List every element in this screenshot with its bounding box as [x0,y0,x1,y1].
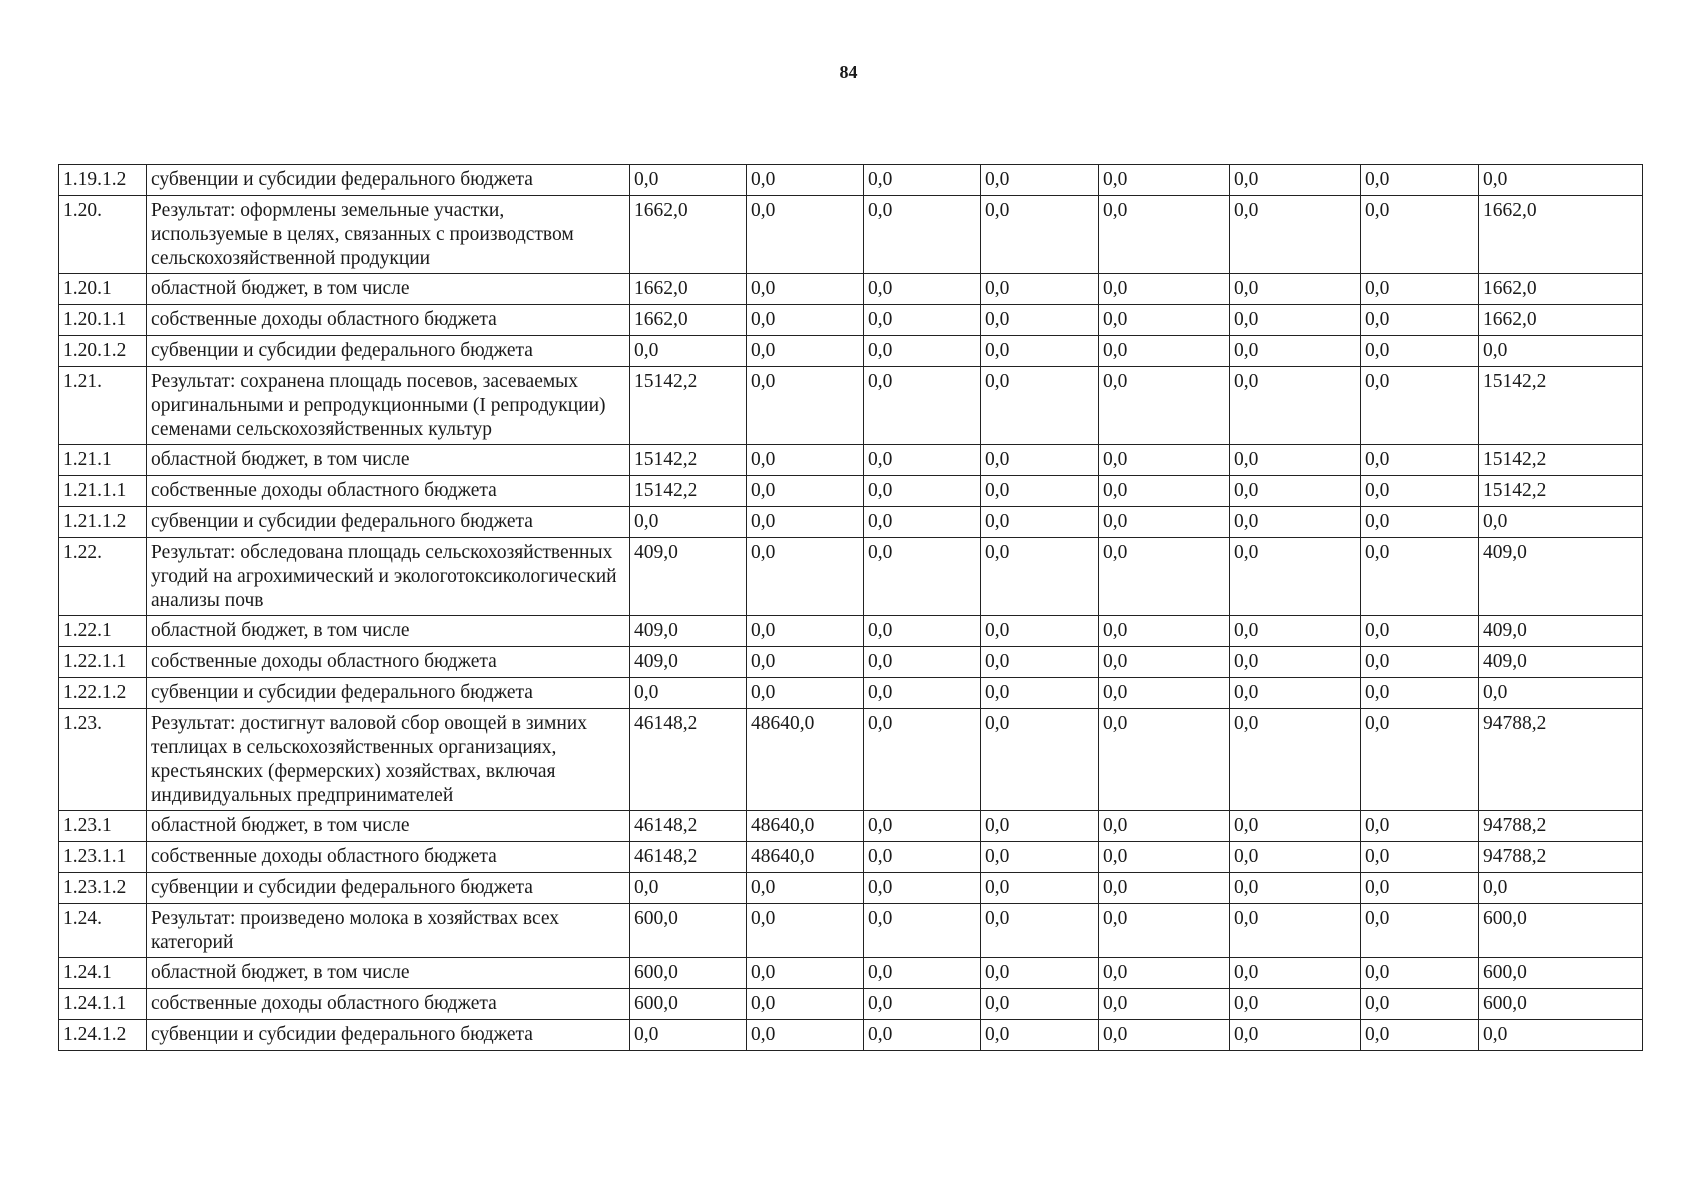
row-description-cell: собственные доходы областного бюджета [147,305,630,336]
value-cell-col-2: 0,0 [747,1020,864,1051]
value-cell-col-3: 0,0 [864,1020,981,1051]
table-row [59,305,1643,336]
value-cell-col-8: 15142,2 [1479,476,1643,507]
value-cell-col-3: 0,0 [864,538,981,616]
value-cell-col-5: 0,0 [1099,989,1230,1020]
row-description-cell: областной бюджет, в том числе [147,445,630,476]
value-cell-col-1: 0,0 [630,873,747,904]
table-row [59,367,1643,445]
row-code-cell: 1.22.1 [59,616,147,647]
value-cell-col-5: 0,0 [1099,367,1230,445]
value-cell-col-4: 0,0 [981,647,1099,678]
table-row [59,476,1643,507]
value-cell-col-1: 600,0 [630,989,747,1020]
table-row [59,842,1643,873]
value-cell-col-8: 600,0 [1479,989,1643,1020]
value-cell-col-8: 0,0 [1479,873,1643,904]
row-description-cell: субвенции и субсидии федерального бюджета [147,873,630,904]
value-cell-col-3: 0,0 [864,647,981,678]
table-row [59,507,1643,538]
value-cell-col-6: 0,0 [1230,1020,1361,1051]
value-cell-col-7: 0,0 [1361,842,1479,873]
row-code-cell: 1.21.1.1 [59,476,147,507]
value-cell-col-8: 1662,0 [1479,305,1643,336]
value-cell-col-2: 48640,0 [747,842,864,873]
value-cell-col-1: 46148,2 [630,811,747,842]
value-cell-col-3: 0,0 [864,507,981,538]
value-cell-col-7: 0,0 [1361,904,1479,958]
row-code-cell: 1.20. [59,196,147,274]
value-cell-col-8: 0,0 [1479,336,1643,367]
row-description-cell: областной бюджет, в том числе [147,958,630,989]
value-cell-col-6: 0,0 [1230,842,1361,873]
value-cell-col-8: 1662,0 [1479,274,1643,305]
value-cell-col-2: 0,0 [747,196,864,274]
value-cell-col-8: 600,0 [1479,904,1643,958]
value-cell-col-7: 0,0 [1361,336,1479,367]
value-cell-col-3: 0,0 [864,678,981,709]
value-cell-col-6: 0,0 [1230,873,1361,904]
value-cell-col-6: 0,0 [1230,647,1361,678]
value-cell-col-5: 0,0 [1099,1020,1230,1051]
page-number: 84 [839,62,858,82]
table-row [59,989,1643,1020]
value-cell-col-2: 0,0 [747,476,864,507]
value-cell-col-6: 0,0 [1230,811,1361,842]
value-cell-col-5: 0,0 [1099,904,1230,958]
value-cell-col-3: 0,0 [864,445,981,476]
row-code-cell: 1.22. [59,538,147,616]
value-cell-col-1: 409,0 [630,616,747,647]
value-cell-col-1: 1662,0 [630,196,747,274]
value-cell-col-5: 0,0 [1099,507,1230,538]
value-cell-col-6: 0,0 [1230,538,1361,616]
value-cell-col-2: 0,0 [747,873,864,904]
value-cell-col-2: 48640,0 [747,709,864,811]
table-row [59,196,1643,274]
row-description-cell: собственные доходы областного бюджета [147,989,630,1020]
row-code-cell: 1.23.1 [59,811,147,842]
row-code-cell: 1.22.1.2 [59,678,147,709]
value-cell-col-4: 0,0 [981,196,1099,274]
table-row [59,538,1643,616]
value-cell-col-7: 0,0 [1361,196,1479,274]
row-description-cell: областной бюджет, в том числе [147,616,630,647]
value-cell-col-2: 0,0 [747,367,864,445]
row-code-cell: 1.23.1.2 [59,873,147,904]
value-cell-col-7: 0,0 [1361,367,1479,445]
value-cell-col-3: 0,0 [864,842,981,873]
row-code-cell: 1.20.1.2 [59,336,147,367]
value-cell-col-5: 0,0 [1099,476,1230,507]
value-cell-col-2: 0,0 [747,616,864,647]
value-cell-col-7: 0,0 [1361,1020,1479,1051]
row-description-cell: собственные доходы областного бюджета [147,647,630,678]
value-cell-col-4: 0,0 [981,165,1099,196]
value-cell-col-2: 0,0 [747,336,864,367]
value-cell-col-8: 15142,2 [1479,367,1643,445]
value-cell-col-2: 0,0 [747,678,864,709]
row-code-cell: 1.21.1.2 [59,507,147,538]
value-cell-col-4: 0,0 [981,476,1099,507]
value-cell-col-6: 0,0 [1230,958,1361,989]
value-cell-col-7: 0,0 [1361,274,1479,305]
row-description-cell: субвенции и субсидии федерального бюджета [147,1020,630,1051]
value-cell-col-6: 0,0 [1230,445,1361,476]
table-row [59,958,1643,989]
value-cell-col-2: 0,0 [747,958,864,989]
row-description-cell: субвенции и субсидии федерального бюджета [147,507,630,538]
value-cell-col-7: 0,0 [1361,305,1479,336]
table-row [59,647,1643,678]
value-cell-col-7: 0,0 [1361,445,1479,476]
value-cell-col-7: 0,0 [1361,873,1479,904]
value-cell-col-3: 0,0 [864,616,981,647]
value-cell-col-4: 0,0 [981,274,1099,305]
value-cell-col-4: 0,0 [981,1020,1099,1051]
row-description-cell: Результат: оформлены земельные участки, используемые в целях, связанных с производством сельскохозяйственной продукции [147,196,630,274]
value-cell-col-8: 94788,2 [1479,842,1643,873]
value-cell-col-7: 0,0 [1361,507,1479,538]
value-cell-col-3: 0,0 [864,989,981,1020]
value-cell-col-4: 0,0 [981,616,1099,647]
value-cell-col-1: 46148,2 [630,709,747,811]
value-cell-col-1: 0,0 [630,678,747,709]
value-cell-col-5: 0,0 [1099,709,1230,811]
table-row [59,336,1643,367]
value-cell-col-5: 0,0 [1099,336,1230,367]
value-cell-col-4: 0,0 [981,507,1099,538]
value-cell-col-5: 0,0 [1099,538,1230,616]
value-cell-col-8: 600,0 [1479,958,1643,989]
row-code-cell: 1.20.1 [59,274,147,305]
value-cell-col-1: 15142,2 [630,367,747,445]
value-cell-col-3: 0,0 [864,476,981,507]
value-cell-col-5: 0,0 [1099,647,1230,678]
value-cell-col-5: 0,0 [1099,873,1230,904]
row-description-cell: Результат: сохранена площадь посевов, засеваемых оригинальными и репродукционными (I репродукции) семенами сельскохозяйственных культур [147,367,630,445]
value-cell-col-7: 0,0 [1361,476,1479,507]
value-cell-col-6: 0,0 [1230,678,1361,709]
value-cell-col-1: 600,0 [630,904,747,958]
value-cell-col-4: 0,0 [981,678,1099,709]
value-cell-col-5: 0,0 [1099,616,1230,647]
row-description-cell: областной бюджет, в том числе [147,274,630,305]
value-cell-col-7: 0,0 [1361,165,1479,196]
value-cell-col-4: 0,0 [981,842,1099,873]
table-row [59,274,1643,305]
value-cell-col-7: 0,0 [1361,616,1479,647]
value-cell-col-4: 0,0 [981,873,1099,904]
value-cell-col-1: 0,0 [630,1020,747,1051]
value-cell-col-6: 0,0 [1230,196,1361,274]
value-cell-col-4: 0,0 [981,538,1099,616]
table-row [59,165,1643,196]
row-code-cell: 1.20.1.1 [59,305,147,336]
value-cell-col-6: 0,0 [1230,336,1361,367]
value-cell-col-8: 94788,2 [1479,709,1643,811]
row-code-cell: 1.22.1.1 [59,647,147,678]
table-row [59,811,1643,842]
value-cell-col-6: 0,0 [1230,616,1361,647]
table-row [59,445,1643,476]
value-cell-col-8: 409,0 [1479,616,1643,647]
row-description-cell: областной бюджет, в том числе [147,811,630,842]
value-cell-col-7: 0,0 [1361,678,1479,709]
row-description-cell: Результат: обследована площадь сельскохозяйственных угодий на агрохимический и экологотоксикологический анализы почв [147,538,630,616]
value-cell-col-8: 1662,0 [1479,196,1643,274]
value-cell-col-4: 0,0 [981,709,1099,811]
value-cell-col-4: 0,0 [981,305,1099,336]
row-code-cell: 1.24.1 [59,958,147,989]
value-cell-col-8: 0,0 [1479,1020,1643,1051]
row-code-cell: 1.24. [59,904,147,958]
row-code-cell: 1.24.1.2 [59,1020,147,1051]
value-cell-col-6: 0,0 [1230,367,1361,445]
value-cell-col-4: 0,0 [981,336,1099,367]
value-cell-col-1: 0,0 [630,336,747,367]
value-cell-col-6: 0,0 [1230,904,1361,958]
value-cell-col-5: 0,0 [1099,165,1230,196]
row-code-cell: 1.23.1.1 [59,842,147,873]
row-description-cell: Результат: произведено молока в хозяйствах всех категорий [147,904,630,958]
value-cell-col-4: 0,0 [981,445,1099,476]
value-cell-col-8: 409,0 [1479,538,1643,616]
value-cell-col-2: 48640,0 [747,811,864,842]
value-cell-col-5: 0,0 [1099,811,1230,842]
value-cell-col-6: 0,0 [1230,476,1361,507]
table-row [59,904,1643,958]
row-code-cell: 1.21.1 [59,445,147,476]
value-cell-col-6: 0,0 [1230,507,1361,538]
value-cell-col-7: 0,0 [1361,709,1479,811]
value-cell-col-1: 46148,2 [630,842,747,873]
value-cell-col-5: 0,0 [1099,445,1230,476]
value-cell-col-3: 0,0 [864,305,981,336]
value-cell-col-6: 0,0 [1230,274,1361,305]
value-cell-col-4: 0,0 [981,367,1099,445]
value-cell-col-1: 15142,2 [630,445,747,476]
value-cell-col-7: 0,0 [1361,538,1479,616]
value-cell-col-8: 409,0 [1479,647,1643,678]
value-cell-col-3: 0,0 [864,367,981,445]
value-cell-col-3: 0,0 [864,336,981,367]
value-cell-col-7: 0,0 [1361,989,1479,1020]
value-cell-col-3: 0,0 [864,274,981,305]
budget-table [58,164,1643,1051]
value-cell-col-3: 0,0 [864,811,981,842]
value-cell-col-1: 409,0 [630,647,747,678]
value-cell-col-3: 0,0 [864,196,981,274]
value-cell-col-5: 0,0 [1099,305,1230,336]
value-cell-col-2: 0,0 [747,989,864,1020]
value-cell-col-6: 0,0 [1230,709,1361,811]
value-cell-col-4: 0,0 [981,989,1099,1020]
table-row [59,616,1643,647]
value-cell-col-2: 0,0 [747,305,864,336]
value-cell-col-8: 94788,2 [1479,811,1643,842]
value-cell-col-4: 0,0 [981,958,1099,989]
row-description-cell: собственные доходы областного бюджета [147,842,630,873]
value-cell-col-3: 0,0 [864,873,981,904]
value-cell-col-3: 0,0 [864,165,981,196]
value-cell-col-3: 0,0 [864,904,981,958]
value-cell-col-4: 0,0 [981,811,1099,842]
value-cell-col-2: 0,0 [747,538,864,616]
row-description-cell: Результат: достигнут валовой сбор овощей в зимних теплицах в сельскохозяйственных организациях, крестьянских (фермерских) хозяйствах, включая индивидуальных предпринимателей [147,709,630,811]
row-code-cell: 1.24.1.1 [59,989,147,1020]
value-cell-col-8: 0,0 [1479,678,1643,709]
value-cell-col-5: 0,0 [1099,842,1230,873]
value-cell-col-2: 0,0 [747,274,864,305]
value-cell-col-2: 0,0 [747,647,864,678]
table-row [59,873,1643,904]
value-cell-col-1: 0,0 [630,507,747,538]
value-cell-col-2: 0,0 [747,904,864,958]
value-cell-col-4: 0,0 [981,904,1099,958]
value-cell-col-5: 0,0 [1099,196,1230,274]
value-cell-col-5: 0,0 [1099,678,1230,709]
value-cell-col-7: 0,0 [1361,811,1479,842]
table-row [59,1020,1643,1051]
value-cell-col-5: 0,0 [1099,958,1230,989]
row-description-cell: субвенции и субсидии федерального бюджета [147,336,630,367]
row-description-cell: собственные доходы областного бюджета [147,476,630,507]
value-cell-col-3: 0,0 [864,709,981,811]
value-cell-col-2: 0,0 [747,165,864,196]
value-cell-col-1: 1662,0 [630,305,747,336]
value-cell-col-7: 0,0 [1361,958,1479,989]
value-cell-col-8: 0,0 [1479,165,1643,196]
row-code-cell: 1.21. [59,367,147,445]
value-cell-col-1: 15142,2 [630,476,747,507]
table-row [59,678,1643,709]
value-cell-col-7: 0,0 [1361,647,1479,678]
row-code-cell: 1.23. [59,709,147,811]
value-cell-col-1: 0,0 [630,165,747,196]
value-cell-col-8: 15142,2 [1479,445,1643,476]
value-cell-col-2: 0,0 [747,445,864,476]
value-cell-col-1: 1662,0 [630,274,747,305]
value-cell-col-3: 0,0 [864,958,981,989]
row-description-cell: субвенции и субсидии федерального бюджета [147,678,630,709]
value-cell-col-5: 0,0 [1099,274,1230,305]
value-cell-col-8: 0,0 [1479,507,1643,538]
budget-table-body [59,165,1643,1051]
row-code-cell: 1.19.1.2 [59,165,147,196]
value-cell-col-1: 409,0 [630,538,747,616]
row-description-cell: субвенции и субсидии федерального бюджета [147,165,630,196]
value-cell-col-1: 600,0 [630,958,747,989]
value-cell-col-6: 0,0 [1230,989,1361,1020]
value-cell-col-6: 0,0 [1230,305,1361,336]
table-row [59,709,1643,811]
value-cell-col-2: 0,0 [747,507,864,538]
value-cell-col-6: 0,0 [1230,165,1361,196]
